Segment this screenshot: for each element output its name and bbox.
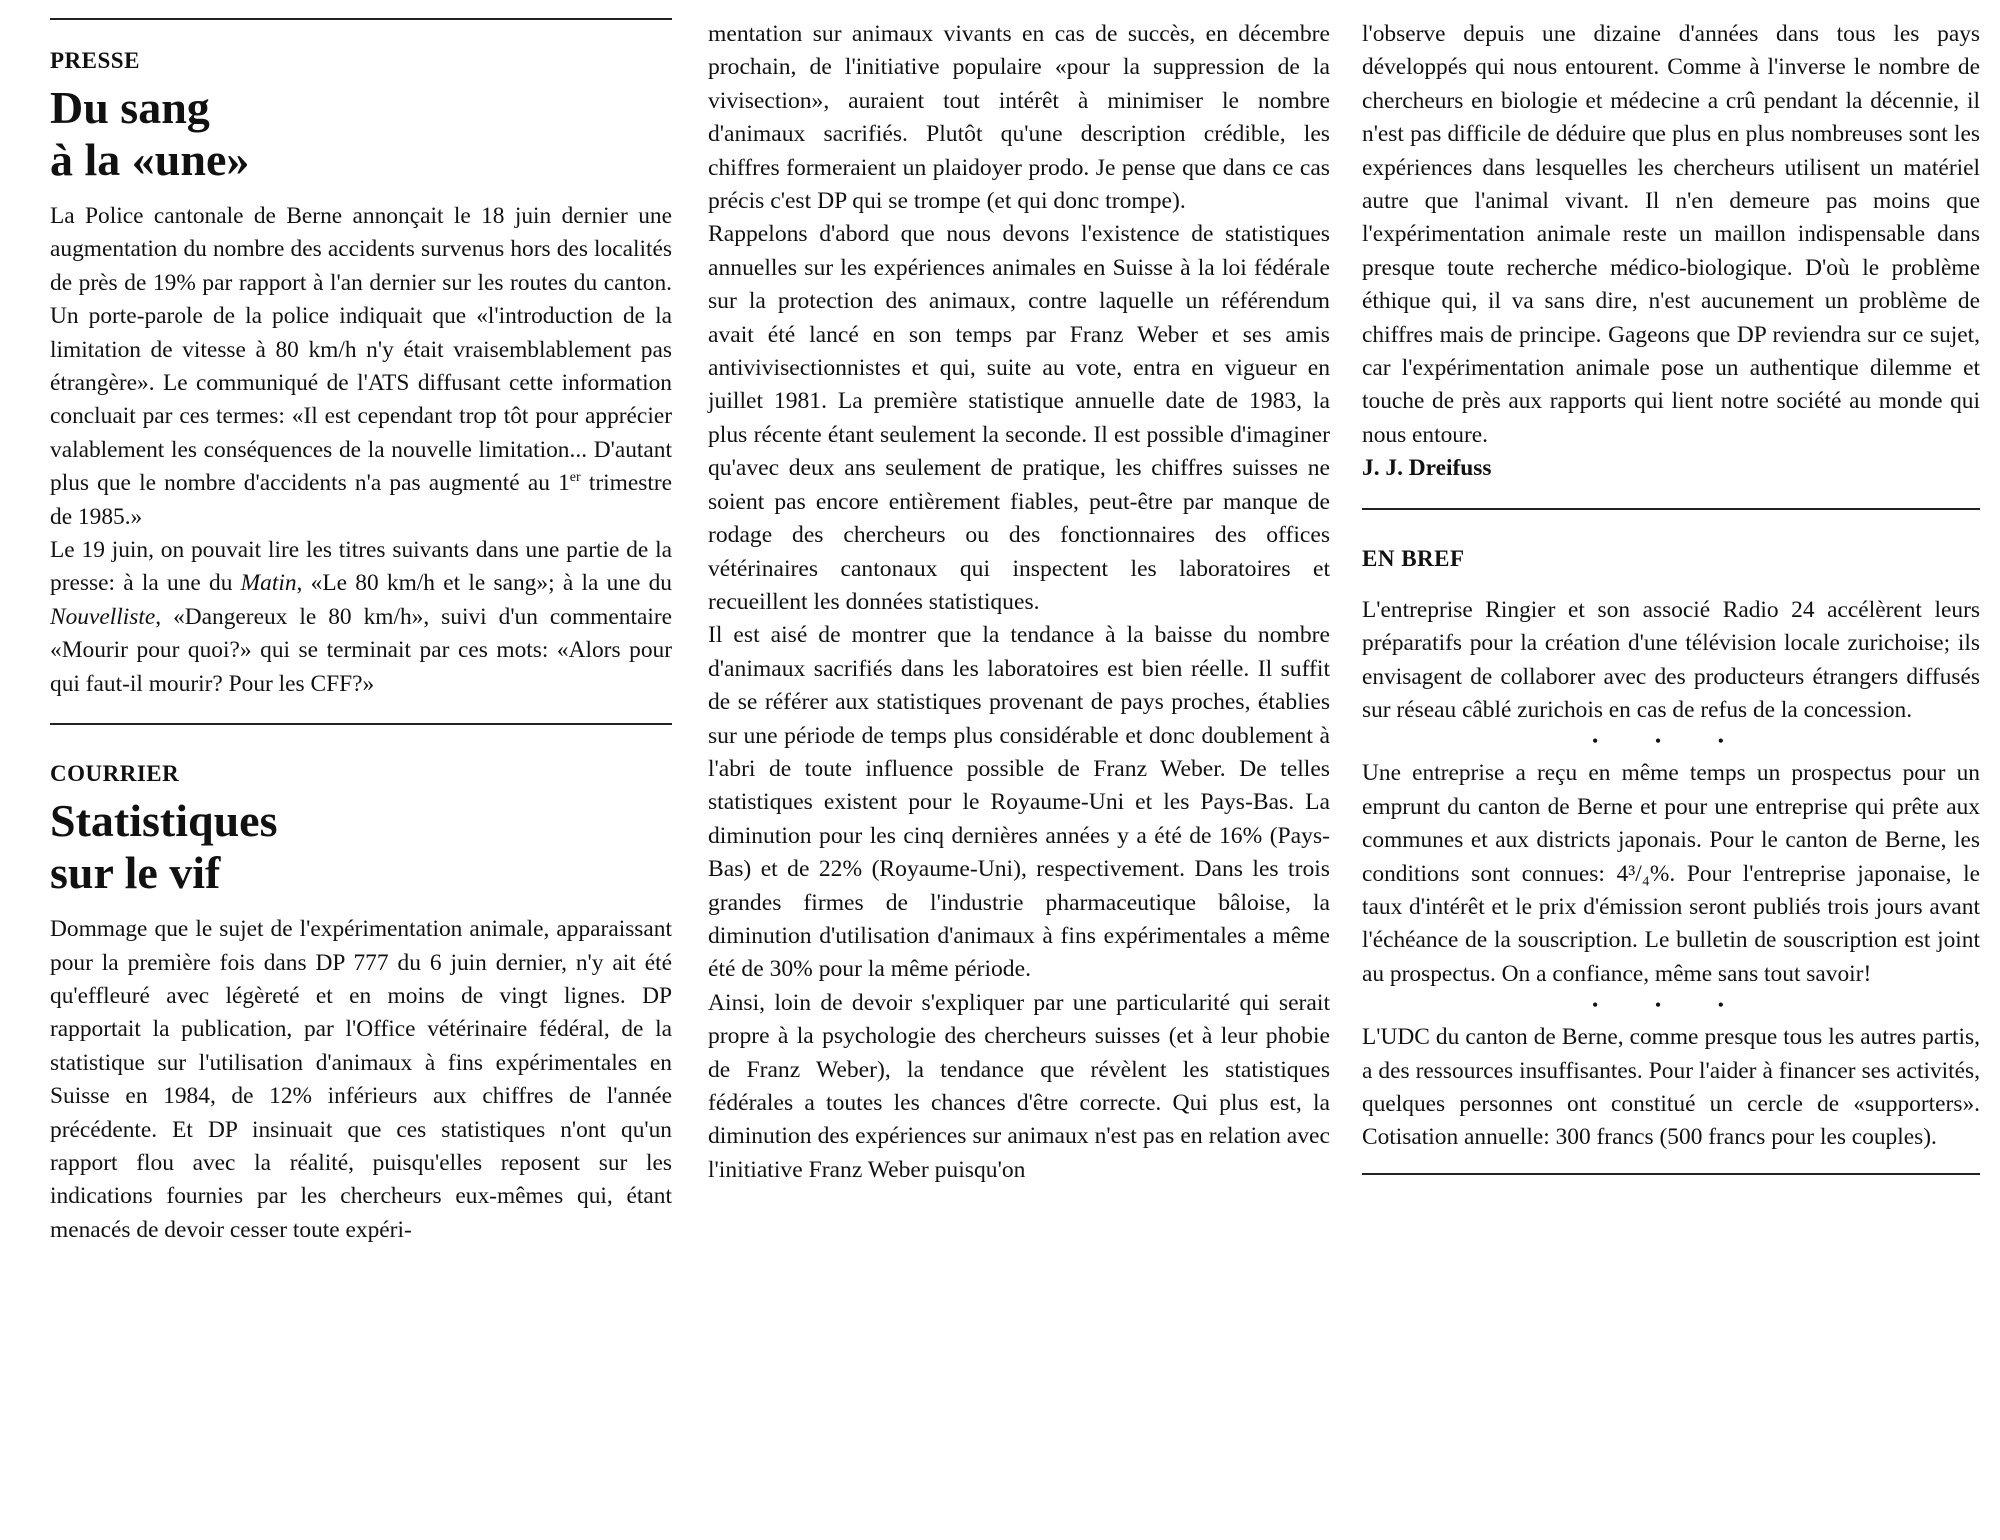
newspaper-name: Nouvelliste [50, 603, 156, 630]
headline-statistiques [50, 795, 672, 899]
newspaper-name: Matin [240, 570, 297, 597]
separator-stars: • • • [1592, 731, 1750, 752]
column-3 [1362, 18, 1980, 1175]
rubric-courrier: COURRIER [50, 761, 180, 787]
paragraph-text: trimestre de 1985.» [50, 470, 672, 530]
section-rule [1362, 508, 1980, 510]
paragraph: Ainsi, loin de devoir s'expliquer par une particularité qui serait propre à la psychologie des chercheurs suisses (et à leur phobie de Franz Weber), la tendance que révèlent les statistiques fédérales a toutes les chances d'être correcte. Qui plus est, la diminution des expériences sur animaux n'est pas en relation avec l'initiative Franz Weber puisqu'on [708, 989, 1330, 1183]
paragraph-text: , «Le 80 km/h et le sang»; à la une du [296, 570, 673, 597]
brief-item: L'entreprise Ringier et son associé Radio 24 accélèrent leurs préparatifs pour la création d'une télévision locale zurichoise; ils envisagent de collaborer avec des producteurs étrangers diffusés sur réseau câblé zurichois en cas de refus de la concession. [1362, 596, 1980, 723]
paragraph-text: Une entreprise a reçu en même temps un prospectus pour un emprunt du canton de Berne et pour une entreprise qui prête aux communes et aux districts japonais. Pour le canton de Berne, les conditions sont connues: 4 [1362, 760, 1980, 887]
headline-line: à la «une» [50, 134, 250, 185]
paragraph: Rappelons d'abord que nous devons l'existence de statistiques annuelles sur les expériences animales en Suisse à la loi fédérale sur la protection des animaux, contre laquelle un référendum avait été lancé en son temps par Franz Weber et ses amis antivivisectionnistes et qui, suite au vote, entra en vigueur en juillet 1981. La première statistique annuelle date de 1983, la plus récente étant seulement la seconde. Il est possible d'imaginer qu'avec deux ans seulement de pratique, les chiffres suisses ne soient pas encore entièrement fiables, peut-être par manque de rodage des chercheurs ou des fonctionnaires des offices vétérinaires cantonaux qui inspectent les laboratoires et recueillent les données statistiques. [708, 221, 1330, 615]
paragraph: l'observe depuis une dizaine d'années dans tous les pays développés qui nous entourent. Comme à l'inverse le nombre de chercheurs en biologie et médecine a crû pendant la décennie, il n'est pas difficile de déduire que plus en plus nombreuses sont les expériences dans lesquelles les chercheurs utilisent un matériel autre que l'animal vivant. Il n'en demeure pas moins que l'expérimentation animale reste un maillon indispensable dans presque toute recherche médico-biologique. D'où le problème éthique qui, il va sans dire, n'est aucunement un problème de chiffres mais de principe. Gageons que DP reviendra sur ce sujet, car l'expérimentation animale pose un authentique dilemme et touche de près aux rapports qui lient notre société au monde qui nous entoure. [1362, 21, 1980, 448]
separator-stars: • • • [1592, 995, 1750, 1016]
paragraph-text: %. Pour l'entreprise japonaise, le taux d'intérêt et le prix d'émission seront publiés trois jours avant l'échéance de la souscription. Le bulletin de souscription est joint au prospectus. On a confiance, même sans tout savoir! [1362, 860, 1980, 987]
headline-line: Du sang [50, 82, 210, 133]
brief-item [1362, 757, 1980, 991]
superscript: er [569, 470, 581, 486]
headline-line: sur le vif [50, 847, 221, 899]
paragraph-text: Le 19 juin, on pouvait lire les titres suivants dans une partie de la presse: à la une du [50, 537, 672, 597]
top-rule [50, 18, 672, 20]
paragraph: Dommage que le sujet de l'expérimentation animale, apparaissant pour la première fois dans DP 777 du 6 juin dernier, n'y ait été qu'effleuré avec légèreté et en moins de vingt lignes. DP rapportait la publication, par l'Office vétérinaire fédéral, de la statistique sur l'utilisation d'animaux à fins expérimentales en Suisse en 1984, de 12% inférieurs aux chiffres de l'année précédente. Et DP insinuait que ces statistiques n'ont qu'un rapport flou avec la réalité, puisqu'elles reposent sur les indications fournies par les chercheurs eux-mêmes qui, étant menacés de devoir cesser toute expéri- [50, 916, 672, 1243]
paragraph [50, 200, 672, 534]
section-rule [50, 723, 672, 725]
column-1 [50, 18, 672, 1247]
paragraph-text: La Police cantonale de Berne annonçait le 18 juin dernier une augmentation du nombre des accidents survenus hors des localités de près de 19% par rapport à l'an dernier sur les routes du canton. Un porte-parole de la police indiquait que «l'introduction de la limitation de vitesse à 80 km/h n'y était vraisemblablement pas étrangère». Le communiqué de l'ATS diffusant cette information concluait par ces termes: «Il est cependant trop tôt pour apprécier valablement les conséquences de la nouvelle limitation... D'autant plus que le nombre d'accidents n'a pas augmenté au 1 [50, 203, 672, 497]
column-2 [708, 18, 1330, 1187]
paragraph-text: , «Dangereux le 80 km/h», suivi d'un commentaire «Mourir pour quoi?» qui se terminait par ces mots: «Alors pour qui faut-il mourir? Pour les CFF?» [50, 603, 672, 697]
fraction: ³/₄ [1628, 860, 1650, 887]
paragraph: Il est aisé de montrer que la tendance à la baisse du nombre d'animaux sacrifiés dans les laboratoires est bien réelle. Il suffit de se référer aux statistiques provenant de pays proches, établies sur une période de temps plus considérable et donc doublement à l'abri de toute influence possible de Franz Weber. De telles statistiques existent pour le Royaume-Uni et les Pays-Bas. La diminution pour les cinq dernières années y a été de 16% (Pays-Bas) et de 22% (Royaume-Uni), respectivement. Dans les trois grandes firmes de l'industrie pharmaceutique bâloise, la diminution d'utilisation d'animaux à fins expérimentales a même été de 30% pour la même période. [708, 622, 1330, 983]
rubric-presse: PRESSE [50, 48, 140, 73]
brief-item: L'UDC du canton de Berne, comme presque tous les autres partis, a des ressources insuffisantes. Pour l'aider à financer ses activités, quelques personnes ont constitué un cercle de «supporters». Cotisation annuelle: 300 francs (500 francs pour les couples). [1362, 1024, 1980, 1151]
rubric-en-bref: EN BREF [1362, 545, 1465, 571]
bottom-rule [1362, 1173, 1980, 1175]
headline-du-sang [50, 82, 672, 186]
author-signature: J. J. Dreifuss [1362, 455, 1492, 482]
headline-line: Statistiques [50, 795, 278, 847]
paragraph [50, 534, 672, 701]
paragraph: mentation sur animaux vivants en cas de succès, en décembre prochain, de l'initiative populaire «pour la suppression de la vivisection», auraient tout intérêt à minimiser le nombre d'animaux sacrifiés. Plutôt qu'une description crédible, les chiffres formeraient un plaidoyer prodo. Je pense que dans ce cas précis c'est DP qui se trompe (et qui donc trompe). [708, 21, 1330, 215]
